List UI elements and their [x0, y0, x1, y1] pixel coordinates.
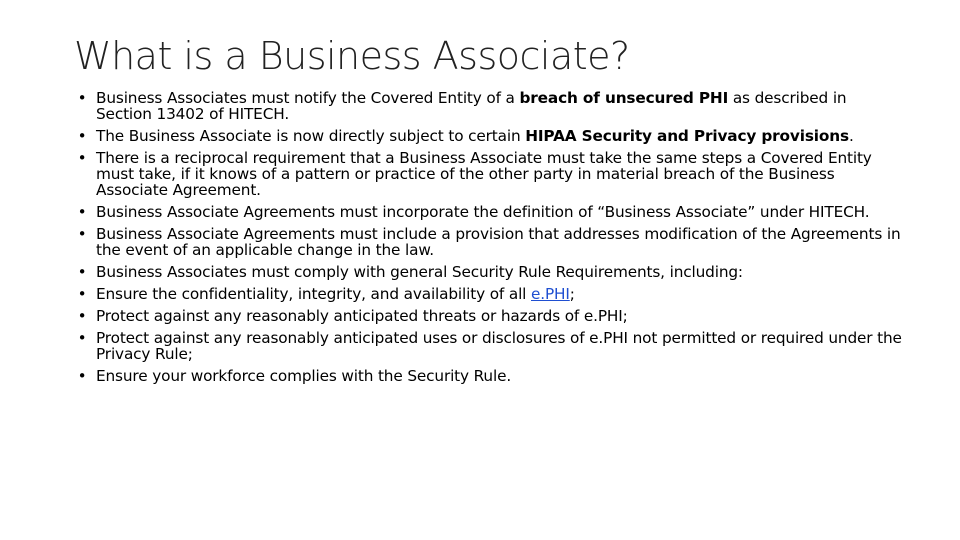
bullet-bold-text: breach of unsecured PHI [519, 89, 729, 107]
bullet-item [76, 226, 906, 258]
bullet-text: The Business Associate is now directly subject to certain [96, 127, 526, 145]
bullet-dot: • [77, 203, 87, 221]
bullet-item [76, 368, 906, 384]
bullet-bold-text: HIPAA Security and Privacy provisions [525, 127, 849, 145]
bullet-item [76, 204, 906, 220]
bullet-text: Protect against any reasonably anticipated uses or disclosures of e.PHI not permitted or required under the Privacy Rule; [96, 329, 902, 363]
bullet-dot: • [77, 285, 87, 303]
bullet-text: ; [569, 285, 575, 303]
bullet-dot: • [77, 367, 87, 385]
bullet-dot: • [77, 127, 87, 145]
bullet-text: Business Associate Agreements must include a provision that addresses modification of the Agreements in the event of an applicable change in the law. [96, 225, 901, 259]
bullet-item [76, 308, 906, 324]
bullet-text: . [848, 127, 854, 145]
bullet-text: as described in Section 13402 of HITECH. [96, 89, 847, 123]
bullet-item [76, 150, 906, 198]
bullet-text: Business Associate Agreements must incorporate the definition of “Business Associate” under HITECH. [96, 203, 870, 221]
bullet-dot: • [77, 89, 87, 107]
bullet-item [76, 330, 906, 362]
bullet-text: Ensure the confidentiality, integrity, and availability of all [96, 285, 531, 303]
bullet-dot: • [77, 263, 87, 281]
bullet-text: Business Associates must notify the Covered Entity of a [96, 89, 520, 107]
ephi-link[interactable]: e.PHI [531, 285, 570, 303]
bullet-list [76, 90, 906, 390]
bullet-dot: • [77, 225, 87, 243]
bullet-item [76, 128, 906, 144]
bullet-item [76, 286, 906, 302]
bullet-dot: • [77, 307, 87, 325]
bullet-item [76, 264, 906, 280]
slide-title: What is a Business Associate? [74, 34, 630, 78]
bullet-text: Business Associates must comply with general Security Rule Requirements, including: [96, 263, 743, 281]
bullet-dot: • [77, 149, 87, 167]
bullet-text: Protect against any reasonably anticipated threats or hazards of e.PHI; [96, 307, 628, 325]
bullet-text: Ensure your workforce complies with the Security Rule. [96, 367, 512, 385]
bullet-dot: • [77, 329, 87, 347]
bullet-item [76, 90, 906, 122]
bullet-text: There is a reciprocal requirement that a Business Associate must take the same steps a Covered Entity must take, if it knows of a pattern or practice of the other party in material breach of the Business Associate Agreement. [96, 149, 872, 199]
